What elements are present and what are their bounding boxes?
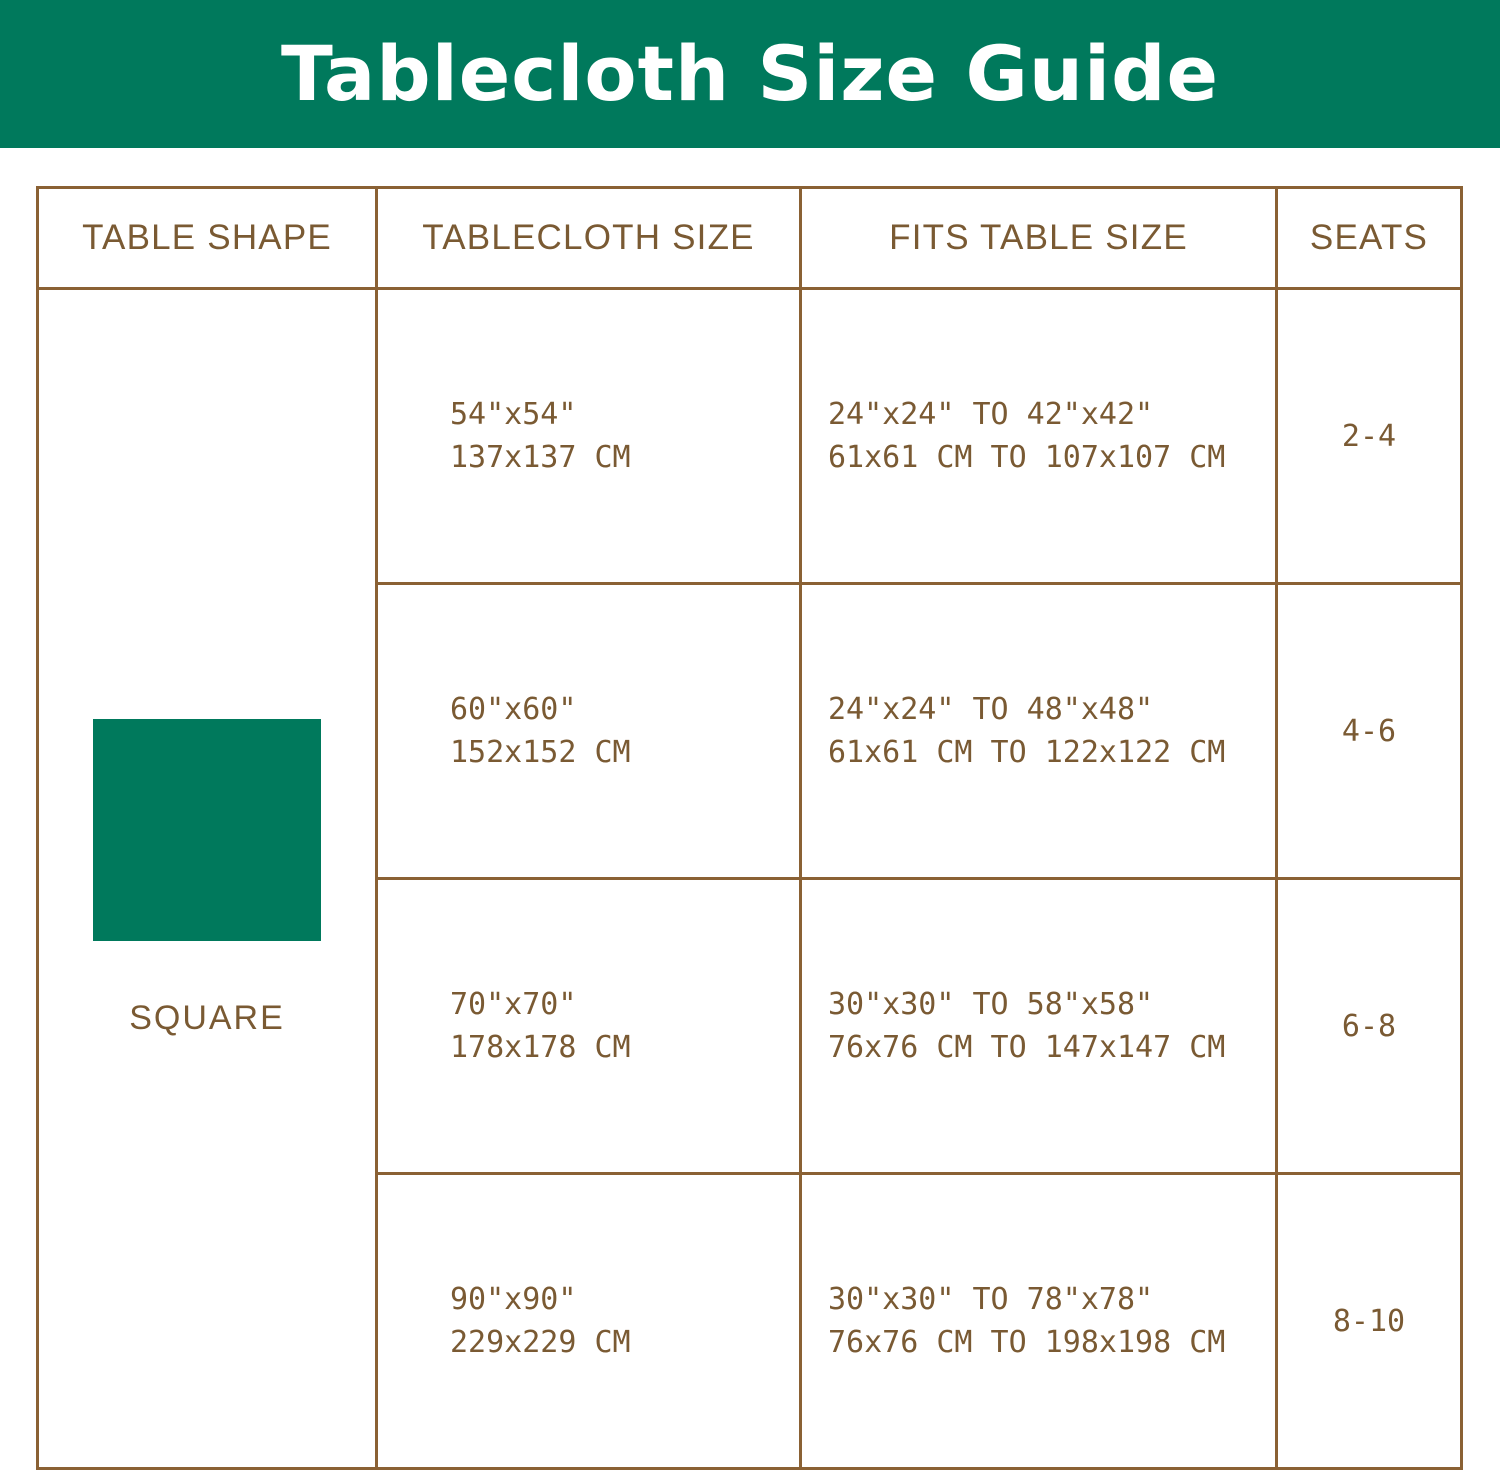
fits-cm: 61x61 CM TO 122x122 CM — [828, 735, 1226, 770]
size-cm: 137x137 CM — [450, 440, 631, 475]
square-swatch-icon — [93, 719, 321, 941]
column-header-table-shape: TABLE SHAPE — [38, 188, 377, 289]
cell-fits-table-size — [801, 879, 1277, 1174]
fits-cm: 76x76 CM TO 147x147 CM — [828, 1030, 1226, 1065]
size-cm: 178x178 CM — [450, 1030, 631, 1065]
shape-cell-square — [38, 289, 377, 1469]
fits-inches: 30"x30" TO 58"x58" — [828, 986, 1154, 1022]
fits-inches: 24"x24" TO 42"x42" — [828, 396, 1154, 432]
size-inches: 90"x90" — [450, 1281, 577, 1317]
cell-tablecloth-size — [377, 289, 801, 584]
page-title: Tablecloth Size Guide — [280, 29, 1220, 118]
size-cm: 229x229 CM — [450, 1325, 631, 1360]
fits-cm: 76x76 CM TO 198x198 CM — [828, 1325, 1226, 1360]
size-inches: 54"x54" — [450, 396, 577, 432]
cell-fits-table-size — [801, 1174, 1277, 1469]
column-header-fits-table-size: FITS TABLE SIZE — [801, 188, 1277, 289]
shape-label: SQUARE — [129, 999, 285, 1037]
cell-seats: 8-10 — [1277, 1174, 1462, 1469]
size-cm: 152x152 CM — [450, 735, 631, 770]
cell-tablecloth-size — [377, 584, 801, 879]
table-header-row — [38, 188, 1462, 289]
fits-inches: 30"x30" TO 78"x78" — [828, 1281, 1154, 1317]
column-header-seats: SEATS — [1277, 188, 1462, 289]
cell-tablecloth-size — [377, 1174, 801, 1469]
table-row — [38, 289, 1462, 584]
cell-fits-table-size — [801, 289, 1277, 584]
column-header-tablecloth-size: TABLECLOTH SIZE — [377, 188, 801, 289]
cell-seats: 4-6 — [1277, 584, 1462, 879]
size-inches: 60"x60" — [450, 691, 577, 727]
fits-inches: 24"x24" TO 48"x48" — [828, 691, 1154, 727]
tablecloth-size-table — [36, 186, 1463, 1470]
header-banner — [0, 0, 1500, 148]
size-inches: 70"x70" — [450, 986, 577, 1022]
cell-fits-table-size — [801, 584, 1277, 879]
cell-tablecloth-size — [377, 879, 801, 1174]
fits-cm: 61x61 CM TO 107x107 CM — [828, 440, 1226, 475]
cell-seats: 6-8 — [1277, 879, 1462, 1174]
cell-seats: 2-4 — [1277, 289, 1462, 584]
